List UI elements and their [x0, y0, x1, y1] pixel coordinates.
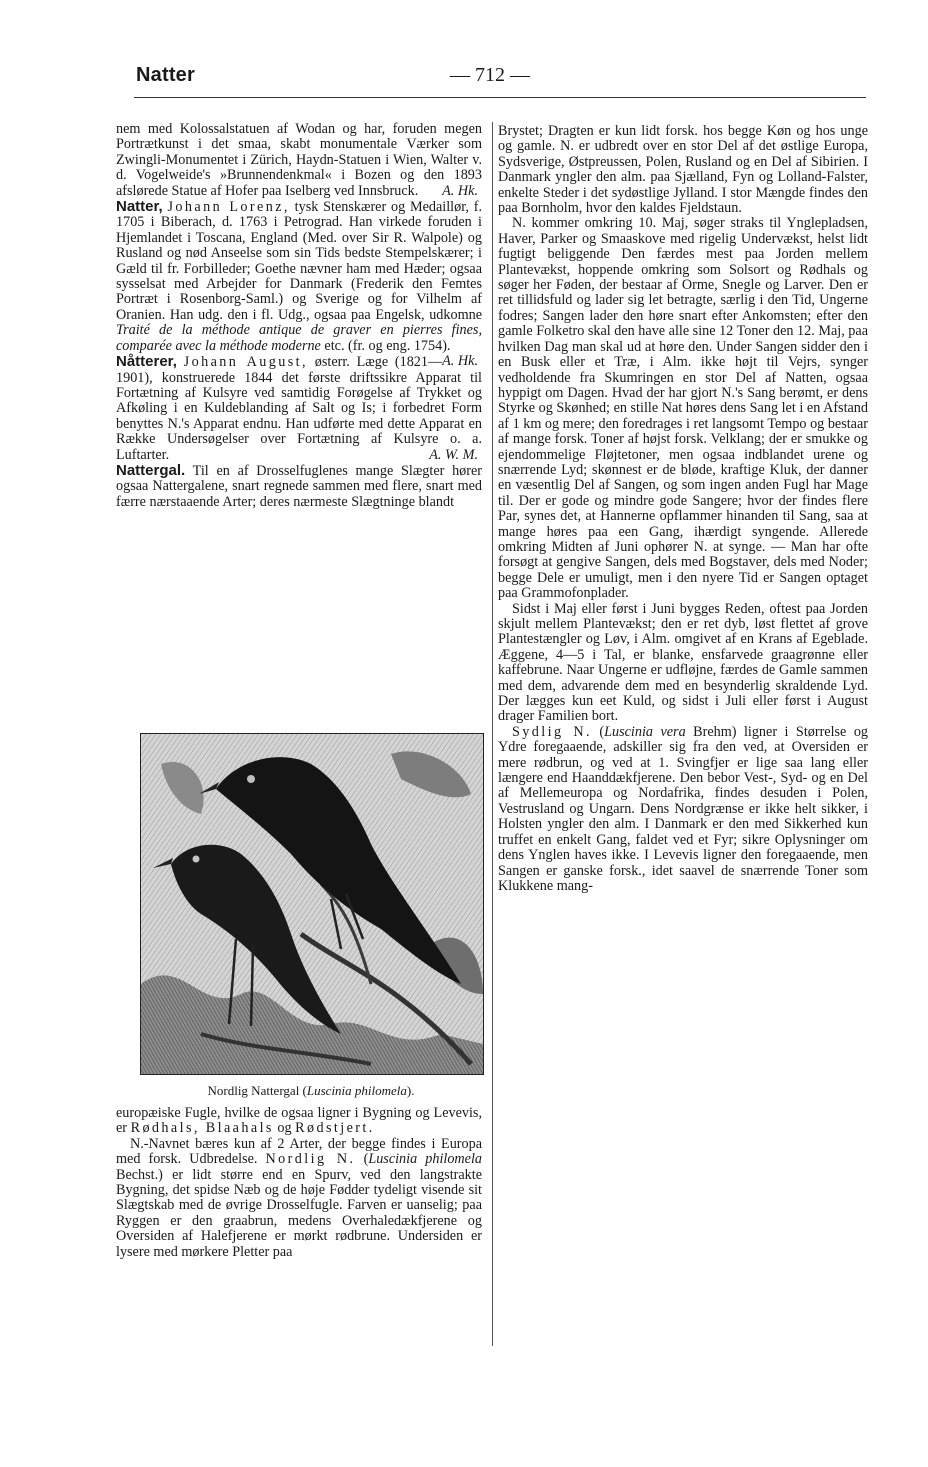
paragraph-text: Sidst i Maj eller først i Juni bygges Reden, oftest paa Jorden skjult mellem Plantevækst; den er ret dyb, løst flettet af grove Plantestængler og Løv, i Alm. omgivet af en Krans af Egeblade. Æggene, 4—5 i Tal, er blanke, ensfarvede graagrønne eller kaffebrune. Naar Ungerne er udfløjne, færdes de Gamle sammen med dem, advarende dem med en besynderlig skraldende Lyd. Der lægges kun eet Kuld, og sidst i Juli eller først i August drager Familien bort.: [498, 600, 868, 725]
page-number: — 712 —: [450, 64, 530, 86]
book-title: Traité de la méthode antique de graver en pierres fines, comparée avec la méthode moderne: [116, 322, 482, 354]
entry-text: østerr. Læge (1821—1901), konstruerede 1844 det første driftssikre Apparat til Fortætning af Kulsyre ved samtidig Forøgelse af Trykket og Afkøling i en Kuldeblanding af Salt og Is; i forbedret Form benyttes N.'s Apparat endnu. Han udførte med dette Apparat en Række Undersøgelser over Fortætning af Kulsyre o. a. Luftarter.: [116, 354, 482, 463]
paragraph-text: europæiske Fugle, hvilke de ogsaa ligner i Bygning og Levevis, er: [116, 1105, 482, 1137]
left-column-upper: [116, 122, 482, 510]
column-divider: [492, 122, 493, 1346]
entry-text: Til en af Drosselfuglenes mange Slægter hører ogsaa Nattergalene, snart regnede sammen med flere, snart med færre nærstaaende Arter; deres nærmeste Slægtninge blandt: [116, 462, 482, 510]
nightingale-illustration: [140, 733, 484, 1075]
nightingale-engraving: [141, 734, 483, 1074]
paragraph-text: N.-Navnet bæres kun af 2 Arter, der begge findes i Europa med forsk. Udbredelse.: [116, 1135, 482, 1168]
paragraph-text: (: [363, 1151, 369, 1168]
author-signature: A. W. M.: [429, 446, 478, 463]
figure-caption: [136, 1083, 486, 1099]
paragraph-song: [498, 216, 868, 601]
entry-headword: Nåtterer,: [116, 353, 177, 371]
latin-name: Luscinia philomela: [368, 1151, 482, 1168]
paragraph-southern-nightingale: [498, 725, 868, 894]
entry-natterer: [116, 354, 482, 463]
right-column: [498, 124, 868, 894]
entry-nattergal: [116, 463, 482, 510]
entry-text: tysk Stenskærer og Medaillør, f. 1705 i Biberach, d. 1763 i Petrograd. Han virkede foruden i Hjemlandet i Toscana, England (Med. over Sir R. Walpole) og Rusland og nød Anseelse som sin Tids bedste Stempelskærer; i Gæld til fr. Forbilleder; Goethe nævner ham med Hæder; ogsaa sysselsat med Arbejder for Danmark (Frederik den Femtes Portræt i Rosenborg-Saml.) og Sverige og for Vilhelm af Oranien. Han udg. den i fl. Udg., ogsaa paa Engelsk, udkomne: [116, 199, 483, 323]
species-name: Sydlig N.: [512, 723, 592, 740]
entry-text-tail: etc. (fr. og eng. 1754).: [324, 337, 451, 354]
caption-text: Nordlig Nattergal (: [207, 1083, 307, 1098]
paragraph-nest: [498, 602, 868, 725]
paragraph-northern-nightingale: [116, 1137, 482, 1260]
paragraph-text: (: [599, 723, 605, 740]
paragraph-text: nem med Kolossalstatuen af Wodan og har, foruden megen Portrætkunst i det smaa, skabt monumentale Værker som Zwingli-Monumentet i Zürich, Haydn-Statuen i Wien, Walter v. d. Vogelweide's »Brunnendenkmal« i Bozen og den 1893 afslørede Statue af Hofer paa Iselberg ved Innsbruck.: [116, 121, 482, 199]
species-name: Rødstjert.: [295, 1120, 375, 1137]
paragraph-relatives: [116, 1106, 482, 1137]
entry-person-name: Johann Lorenz,: [167, 199, 290, 216]
running-title: Natter: [136, 64, 195, 86]
entry-person-name: Johann August,: [183, 354, 308, 371]
caption-latin-name: Luscinia philomela: [306, 1083, 407, 1098]
paragraph-text: Bechst.) er lidt større end en Spurv, ved den langstrakte Bygning, det spidse Næb og de høje Fødder tydeligt visende sit Slægtskab med de øvrige Drosselfugle. Farven er uanselig; paa Ryggen er den graabrun, medens Overhaledækfjerene og Oversiden af Halefjerene er mørkt rødbrune. Undersiden er lysere med mørkere Pletter paa: [116, 1166, 482, 1260]
header-rule: [134, 97, 866, 98]
left-column-lower: [116, 1106, 482, 1260]
species-name: Nordlig N.: [265, 1151, 356, 1168]
paragraph-text: og: [277, 1120, 292, 1137]
paragraph-wodan: [116, 122, 482, 199]
paragraph-text: Brystet; Dragten er kun lidt forsk. hos begge Køn og hos unge og gamle. N. er udbredt over en stor Del af det østlige Europa, Sydsverige, Østpreussen, Polen, Rusland og en Del af Sibirien. I Danmark yngler den alm. paa Sjælland, Fyn og Lolland-Falster, enkelte Steder i det sydøstlige Jylland. I stor Mængde findes den paa Bornholm, hvor den kaldes Fjeldstaun.: [498, 123, 868, 217]
entry-headword: Natter,: [116, 198, 163, 216]
paragraph-distribution: [498, 124, 868, 216]
latin-name: Luscinia vera: [604, 723, 686, 740]
author-signature: A. Hk.: [442, 353, 478, 370]
paragraph-text: N. kommer omkring 10. Maj, søger straks til Ynglepladsen, Haver, Parker og Smaaskove med rigelig Undervækst, helst lidt fugtigt beliggende Den færdes mest paa Jorden mellem Plantevækst, hoppende omkring som Solsort og Rødhals og søger her Føden, der bestaar af Orme, Snegle og Larver. Den er ret tillidsfuld og lader sig let betragte, særlig i den Tid, Ungerne fodres; Sangen lader den høre snart efter Ankomsten; efter den gamle Folketro skal den have alle sine 12 Toner den 12. Maj, paa hvilken Dag man skal ud at høre den. Under Sangen sidder den i en Busk eller et Træ, i Alm. ikke højt til Vejrs, synger vedholdende fra Skumringen en stor Del af Natten, ogsaa hyppigt om Dagen. Hvad der har gjort N.'s Sang berømt, er dens Styrke og Skønhed; en stille Nat høres dens Sang let i en Afstand af 1 km og mere; den foredrages i ret langsomt Tempo og bestaar af mange forsk. Toner af højst forsk. Velklang; der er smukke og ejendommelige Fløjtetoner, men ogsaa indblandet urene og snærrende Lyd; skønnest er de bløde, kraftige Kluk, der danner en væsentlig Del af Sangen, og som ingen anden Fugl har Mage til. Der er gode og mindre gode Sangere; hvor der findes flere Par, synes det, at Hannerne opflammer hinanden til Sang, saa at mange høres paa een Gang, ihærdigt syngende. Allerede omkring Midten af Juni ophører N. at synge. — Man har ofte forsøgt at gengive Sangen, dels med Bogstaver, dels med Noder; begge Dele er umuligt, men i den nyere Tid er Sangen optaget paa Grammofonplader.: [498, 215, 868, 602]
species-names: Rødhals, Blaahals: [130, 1120, 274, 1137]
caption-text-end: ).: [406, 1083, 415, 1098]
paragraph-text: Brehm) ligner i Størrelse og Ydre foregaaende, adskiller sig fra den ved, at Oversiden er mere rødbrun, og ved at 1. Svingfjer er lige saa lang eller længere end Haanddækfjerene. Den bebor Vest-, Syd- og en Del af Mellemeuropa og Nordafrika, findes desuden i Polen, Vestrusland og Ungarn. Dens Nordgrænse er ikke helt sikker, i Holsten yngler den alm. I Danmark er den med Sikkerhed kun truffet en enkelt Gang, faldet ved et Fyr; sikre Oplysninger om dens Ynglen haves ikke. I Levevis ligner den foregaaende, men Sangen er ganske forsk., idet saavel de snærrende Toner som Klukkene mang-: [498, 723, 869, 894]
entry-headword: Nattergal.: [116, 461, 186, 479]
author-signature: A. Hk.: [442, 182, 478, 199]
